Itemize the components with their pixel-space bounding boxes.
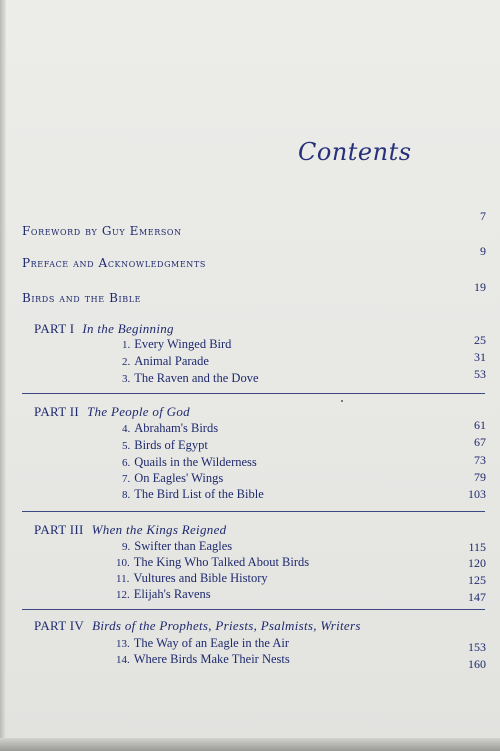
chapter-entry bbox=[116, 571, 268, 586]
chapter-entry bbox=[122, 371, 259, 386]
chapter-entry bbox=[122, 455, 257, 470]
page-number: 67 bbox=[474, 435, 486, 449]
page-number: 7 bbox=[480, 209, 486, 223]
chapter-number: 13. bbox=[116, 638, 130, 650]
chapter-title: Birds of Egypt bbox=[134, 438, 208, 452]
page-number: 61 bbox=[474, 418, 486, 432]
chapter-number: 2. bbox=[122, 356, 131, 368]
chapter-title: Animal Parade bbox=[134, 354, 209, 368]
page-number: 53 bbox=[474, 367, 486, 381]
part-subtitle: Birds of the Prophets, Priests, Psalmists, Writers bbox=[92, 618, 361, 633]
page-bottom-edge bbox=[0, 738, 500, 751]
chapter-entry bbox=[116, 652, 290, 667]
chapter-title: The Raven and the Dove bbox=[134, 371, 259, 385]
chapter-entry bbox=[116, 587, 211, 602]
part-label: PART IV bbox=[34, 618, 85, 633]
chapter-entry bbox=[122, 421, 218, 436]
page-number: 25 bbox=[474, 333, 486, 347]
page-number: 19 bbox=[474, 280, 486, 294]
chapter-title: The Bird List of the Bible bbox=[134, 487, 264, 501]
chapter-entry bbox=[122, 539, 232, 554]
page-title: Contents bbox=[298, 138, 412, 166]
section-divider bbox=[22, 511, 485, 512]
page-number: 120 bbox=[468, 556, 486, 570]
page-number: 147 bbox=[468, 590, 486, 604]
page-number: 160 bbox=[468, 657, 486, 671]
chapter-number: 4. bbox=[122, 423, 131, 435]
chapter-number: 7. bbox=[122, 473, 131, 485]
section-divider bbox=[22, 609, 485, 610]
chapter-number: 12. bbox=[116, 589, 130, 601]
chapter-entry bbox=[122, 337, 231, 352]
chapter-entry bbox=[122, 354, 209, 369]
page-number: 31 bbox=[474, 350, 486, 364]
section-divider bbox=[22, 393, 485, 394]
chapter-title: On Eagles' Wings bbox=[134, 471, 224, 485]
toc-entry-birds-and-bible: Birds and the Bible bbox=[22, 291, 142, 305]
paper-speck bbox=[341, 400, 343, 402]
chapter-number: 9. bbox=[122, 541, 131, 553]
part-heading bbox=[34, 522, 226, 538]
part-heading bbox=[34, 321, 174, 337]
part-label: PART II bbox=[34, 404, 80, 419]
part-label: PART I bbox=[34, 321, 75, 336]
page-number: 79 bbox=[474, 470, 486, 484]
page-number: 73 bbox=[474, 453, 486, 467]
page-number: 103 bbox=[468, 487, 486, 501]
part-label: PART III bbox=[34, 522, 84, 537]
part-subtitle: When the Kings Reigned bbox=[91, 522, 227, 537]
chapter-number: 11. bbox=[116, 573, 130, 585]
chapter-title: The King Who Talked About Birds bbox=[133, 555, 310, 569]
chapter-title: Every Winged Bird bbox=[134, 337, 232, 351]
page-binding bbox=[0, 0, 6, 751]
chapter-title: Where Birds Make Their Nests bbox=[133, 652, 290, 666]
part-heading bbox=[34, 404, 190, 420]
chapter-entry bbox=[122, 438, 208, 453]
chapter-number: 1. bbox=[122, 339, 131, 351]
part-subtitle: The People of God bbox=[87, 404, 190, 419]
page-number: 9 bbox=[480, 244, 486, 258]
chapter-number: 14. bbox=[116, 654, 130, 666]
toc-entry-foreword: Foreword by Guy Emerson bbox=[22, 224, 182, 238]
part-heading bbox=[34, 618, 361, 634]
chapter-number: 3. bbox=[122, 373, 131, 385]
toc-entry-preface: Preface and Acknowledgments bbox=[22, 256, 206, 270]
page-number: 153 bbox=[468, 640, 486, 654]
chapter-entry bbox=[122, 487, 264, 502]
chapter-title: Elijah's Ravens bbox=[133, 587, 211, 601]
chapter-title: Vultures and Bible History bbox=[133, 571, 268, 585]
chapter-number: 10. bbox=[116, 557, 130, 569]
chapter-title: The Way of an Eagle in the Air bbox=[133, 636, 290, 650]
chapter-entry bbox=[116, 636, 289, 651]
chapter-number: 5. bbox=[122, 440, 131, 452]
part-subtitle: In the Beginning bbox=[82, 321, 174, 336]
chapter-title: Swifter than Eagles bbox=[134, 539, 233, 553]
chapter-number: 6. bbox=[122, 457, 131, 469]
page-number: 115 bbox=[468, 540, 486, 554]
chapter-number: 8. bbox=[122, 489, 131, 501]
page-number: 125 bbox=[468, 573, 486, 587]
chapter-title: Abraham's Birds bbox=[134, 421, 219, 435]
chapter-entry bbox=[122, 471, 223, 486]
chapter-entry bbox=[116, 555, 309, 570]
chapter-title: Quails in the Wilderness bbox=[134, 455, 257, 469]
